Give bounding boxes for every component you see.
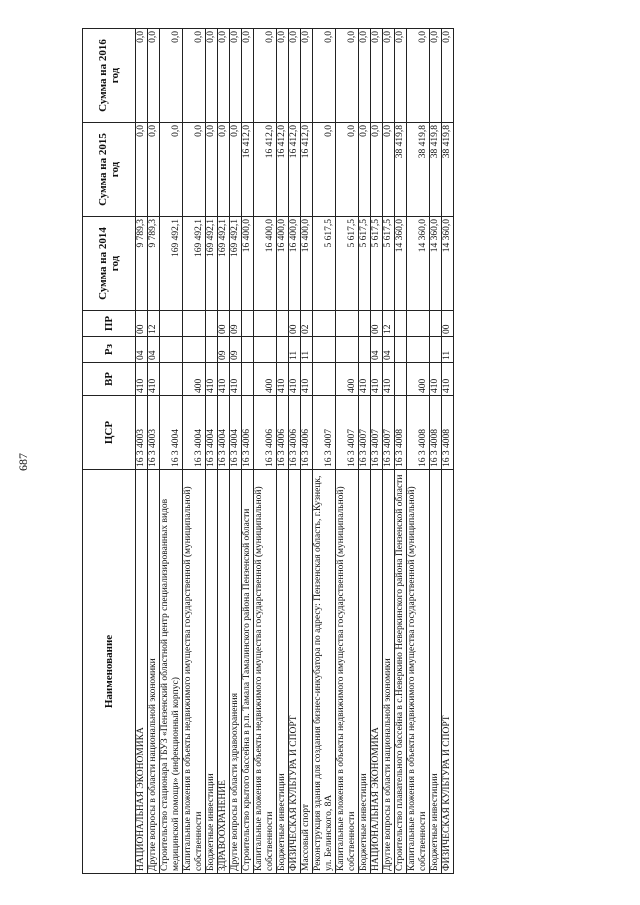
cell-name: Реконструкция здания для создания бизнес-инкубатора по адресу: Пензенская область, г.Кузнецк, ул. Белинского, 8А (313, 470, 336, 874)
cell-name: Строительство стационара ГБУЗ «Пензенский областной центр специализированных видов медицинской помощи» (инфекционный корпус) (160, 470, 183, 874)
cell-pr (395, 311, 407, 337)
table-row (407, 29, 430, 874)
cell-pr (430, 311, 442, 337)
cell-vr (395, 363, 407, 396)
table-row (313, 29, 336, 874)
cell-rz: 04 (371, 337, 383, 363)
page-number: 687 (16, 453, 30, 471)
cell-sum-2014: 5 617,5 (336, 217, 359, 311)
cell-name: Бюджетные инвестиции (430, 470, 442, 874)
cell-sum-2015: 38 419,8 (442, 123, 454, 217)
table-row (277, 29, 289, 874)
cell-rz: 11 (289, 337, 301, 363)
cell-vr: 410 (430, 363, 442, 396)
table-body (136, 29, 454, 874)
cell-sum-2014: 169 492,1 (230, 217, 242, 311)
cell-vr: 410 (301, 363, 313, 396)
cell-pr: 12 (148, 311, 160, 337)
cell-sum-2015: 0,0 (136, 123, 148, 217)
table-row (254, 29, 277, 874)
cell-rz (183, 337, 206, 363)
header-rz: Рз (83, 337, 136, 363)
cell-sum-2014: 5 617,5 (371, 217, 383, 311)
cell-pr (359, 311, 371, 337)
cell-sum-2016: 0,0 (160, 29, 183, 123)
cell-csr: 16 3 4004 (230, 396, 242, 470)
cell-rz: 11 (442, 337, 454, 363)
cell-rz: 04 (136, 337, 148, 363)
table-row (218, 29, 230, 874)
cell-sum-2016: 0,0 (277, 29, 289, 123)
cell-sum-2014: 9 789,3 (136, 217, 148, 311)
table-row (230, 29, 242, 874)
cell-pr: 12 (383, 311, 395, 337)
cell-name: ФИЗИЧЕСКАЯ КУЛЬТУРА И СПОРТ (289, 470, 301, 874)
cell-vr: 400 (336, 363, 359, 396)
cell-sum-2016: 0,0 (206, 29, 218, 123)
cell-name: ЗДРАВООХРАНЕНИЕ (218, 470, 230, 874)
table-row (371, 29, 383, 874)
cell-csr: 16 3 4006 (289, 396, 301, 470)
cell-sum-2014: 16 400,0 (277, 217, 289, 311)
cell-sum-2015: 0,0 (230, 123, 242, 217)
cell-rz (395, 337, 407, 363)
cell-csr: 16 3 4007 (371, 396, 383, 470)
cell-csr: 16 3 4007 (336, 396, 359, 470)
cell-pr (407, 311, 430, 337)
cell-sum-2014: 14 360,0 (430, 217, 442, 311)
cell-rz (254, 337, 277, 363)
cell-vr (242, 363, 254, 396)
cell-pr: 00 (136, 311, 148, 337)
cell-rz (430, 337, 442, 363)
cell-sum-2014: 16 400,0 (242, 217, 254, 311)
cell-pr: 00 (218, 311, 230, 337)
cell-vr: 410 (277, 363, 289, 396)
cell-csr: 16 3 4004 (206, 396, 218, 470)
cell-sum-2014: 5 617,5 (313, 217, 336, 311)
cell-name: Массовый спорт (301, 470, 313, 874)
cell-rz: 04 (383, 337, 395, 363)
cell-name: НАЦИОНАЛЬНАЯ ЭКОНОМИКА (371, 470, 383, 874)
cell-rz (313, 337, 336, 363)
cell-vr: 400 (407, 363, 430, 396)
cell-sum-2015: 0,0 (313, 123, 336, 217)
cell-sum-2015: 38 419,8 (430, 123, 442, 217)
cell-sum-2014: 9 789,3 (148, 217, 160, 311)
cell-rz: 04 (148, 337, 160, 363)
cell-rz (359, 337, 371, 363)
cell-sum-2016: 0,0 (230, 29, 242, 123)
cell-sum-2016: 0,0 (242, 29, 254, 123)
cell-pr: 09 (230, 311, 242, 337)
header-sum-2015: Сумма на 2015 год (83, 123, 136, 217)
cell-vr: 410 (230, 363, 242, 396)
cell-name: Другие вопросы в области национальной экономики (383, 470, 395, 874)
cell-csr: 16 3 4007 (383, 396, 395, 470)
header-pr: ПР (83, 311, 136, 337)
cell-csr: 16 3 4008 (442, 396, 454, 470)
cell-sum-2014: 169 492,1 (218, 217, 230, 311)
header-sum-2014: Сумма на 2014 год (83, 217, 136, 311)
cell-name: Бюджетные инвестиции (206, 470, 218, 874)
header-vr: ВР (83, 363, 136, 396)
cell-name: Капитальные вложения в объекты недвижимого имущества государственной (муниципальной) собственности (183, 470, 206, 874)
cell-sum-2016: 0,0 (148, 29, 160, 123)
cell-vr: 410 (371, 363, 383, 396)
table-row (242, 29, 254, 874)
cell-name: Капитальные вложения в объекты недвижимого имущества государственной (муниципальной) собственности (336, 470, 359, 874)
cell-sum-2015: 16 412,0 (254, 123, 277, 217)
cell-vr: 410 (148, 363, 160, 396)
cell-csr: 16 3 4003 (148, 396, 160, 470)
cell-sum-2016: 0,0 (383, 29, 395, 123)
table-row (206, 29, 218, 874)
cell-pr (313, 311, 336, 337)
cell-sum-2014: 5 617,5 (359, 217, 371, 311)
cell-sum-2016: 0,0 (371, 29, 383, 123)
cell-rz: 09 (218, 337, 230, 363)
cell-sum-2014: 169 492,1 (183, 217, 206, 311)
cell-vr: 410 (206, 363, 218, 396)
cell-csr: 16 3 4008 (430, 396, 442, 470)
cell-pr: 00 (442, 311, 454, 337)
cell-pr (183, 311, 206, 337)
table-row (183, 29, 206, 874)
cell-sum-2016: 0,0 (430, 29, 442, 123)
cell-sum-2016: 0,0 (218, 29, 230, 123)
cell-name: НАЦИОНАЛЬНАЯ ЭКОНОМИКА (136, 470, 148, 874)
cell-sum-2016: 0,0 (183, 29, 206, 123)
cell-pr (242, 311, 254, 337)
cell-rz (160, 337, 183, 363)
cell-sum-2016: 0,0 (313, 29, 336, 123)
cell-sum-2014: 14 360,0 (395, 217, 407, 311)
cell-sum-2014: 169 492,1 (206, 217, 218, 311)
cell-name: Строительство плавательного бассейна в с.Неверкино Неверкинского района Пензенской области (395, 470, 407, 874)
cell-sum-2016: 0,0 (289, 29, 301, 123)
budget-table (82, 28, 454, 874)
cell-sum-2015: 0,0 (336, 123, 359, 217)
cell-sum-2015: 16 412,0 (301, 123, 313, 217)
cell-vr: 410 (136, 363, 148, 396)
cell-sum-2015: 38 419,8 (395, 123, 407, 217)
header-csr: ЦСР (83, 396, 136, 470)
cell-pr: 00 (371, 311, 383, 337)
cell-sum-2015: 0,0 (148, 123, 160, 217)
cell-vr: 410 (218, 363, 230, 396)
table-row (359, 29, 371, 874)
cell-sum-2016: 0,0 (136, 29, 148, 123)
cell-vr: 400 (183, 363, 206, 396)
cell-csr: 16 3 4007 (359, 396, 371, 470)
cell-sum-2015: 16 412,0 (242, 123, 254, 217)
header-sum-2016: Сумма на 2016 год (83, 29, 136, 123)
cell-sum-2014: 5 617,5 (383, 217, 395, 311)
table-row (336, 29, 359, 874)
cell-name: Капитальные вложения в объекты недвижимого имущества государственной (муниципальной) собственности (254, 470, 277, 874)
cell-vr: 410 (359, 363, 371, 396)
cell-sum-2015: 0,0 (183, 123, 206, 217)
header-name: Наименование (83, 470, 136, 874)
cell-csr: 16 3 4004 (160, 396, 183, 470)
cell-csr: 16 3 4004 (183, 396, 206, 470)
cell-csr: 16 3 4003 (136, 396, 148, 470)
cell-csr: 16 3 4008 (395, 396, 407, 470)
cell-sum-2014: 16 400,0 (254, 217, 277, 311)
table-header-row (83, 29, 136, 874)
cell-rz: 09 (230, 337, 242, 363)
table-row (148, 29, 160, 874)
cell-csr: 16 3 4006 (254, 396, 277, 470)
cell-csr: 16 3 4004 (218, 396, 230, 470)
cell-sum-2015: 38 419,8 (407, 123, 430, 217)
cell-pr (206, 311, 218, 337)
cell-sum-2016: 0,0 (407, 29, 430, 123)
table-row (289, 29, 301, 874)
cell-sum-2015: 16 412,0 (289, 123, 301, 217)
cell-sum-2015: 16 412,0 (277, 123, 289, 217)
cell-sum-2016: 0,0 (301, 29, 313, 123)
table-row (442, 29, 454, 874)
cell-csr: 16 3 4006 (301, 396, 313, 470)
cell-sum-2014: 14 360,0 (407, 217, 430, 311)
cell-pr (336, 311, 359, 337)
cell-vr: 410 (442, 363, 454, 396)
cell-sum-2014: 16 400,0 (301, 217, 313, 311)
cell-vr: 410 (383, 363, 395, 396)
cell-rz (407, 337, 430, 363)
cell-vr: 400 (254, 363, 277, 396)
cell-rz (242, 337, 254, 363)
table-row (160, 29, 183, 874)
cell-csr: 16 3 4008 (407, 396, 430, 470)
cell-sum-2015: 0,0 (383, 123, 395, 217)
table-row (383, 29, 395, 874)
cell-rz (277, 337, 289, 363)
cell-name: Бюджетные инвестиции (359, 470, 371, 874)
cell-rz (206, 337, 218, 363)
cell-vr: 410 (289, 363, 301, 396)
cell-pr: 02 (301, 311, 313, 337)
cell-sum-2014: 14 360,0 (442, 217, 454, 311)
table-row (301, 29, 313, 874)
cell-vr (313, 363, 336, 396)
cell-sum-2016: 0,0 (442, 29, 454, 123)
cell-sum-2015: 0,0 (371, 123, 383, 217)
rotated-page (82, 29, 558, 874)
cell-name: Другие вопросы в области здравоохранения (230, 470, 242, 874)
cell-sum-2016: 0,0 (359, 29, 371, 123)
table-row (395, 29, 407, 874)
cell-sum-2015: 0,0 (160, 123, 183, 217)
cell-sum-2015: 0,0 (359, 123, 371, 217)
table-row (136, 29, 148, 874)
cell-pr (254, 311, 277, 337)
table-row (430, 29, 442, 874)
cell-sum-2016: 0,0 (336, 29, 359, 123)
cell-csr: 16 3 4006 (242, 396, 254, 470)
cell-sum-2015: 0,0 (206, 123, 218, 217)
cell-name: Бюджетные инвестиции (277, 470, 289, 874)
cell-sum-2014: 16 400,0 (289, 217, 301, 311)
cell-name: Другие вопросы в области национальной экономики (148, 470, 160, 874)
cell-sum-2016: 0,0 (395, 29, 407, 123)
cell-name: Капитальные вложения в объекты недвижимого имущества государственной (муниципальной) собственности (407, 470, 430, 874)
cell-csr: 16 3 4007 (313, 396, 336, 470)
cell-sum-2014: 169 492,1 (160, 217, 183, 311)
cell-name: ФИЗИЧЕСКАЯ КУЛЬТУРА И СПОРТ (442, 470, 454, 874)
cell-sum-2015: 0,0 (218, 123, 230, 217)
cell-rz: 11 (301, 337, 313, 363)
cell-pr (160, 311, 183, 337)
cell-pr (277, 311, 289, 337)
cell-csr: 16 3 4006 (277, 396, 289, 470)
cell-sum-2016: 0,0 (254, 29, 277, 123)
cell-rz (336, 337, 359, 363)
cell-name: Строительство крытого бассейна в р.п. Тамала Тамалинского района Пензенской области (242, 470, 254, 874)
cell-vr (160, 363, 183, 396)
cell-pr: 00 (289, 311, 301, 337)
